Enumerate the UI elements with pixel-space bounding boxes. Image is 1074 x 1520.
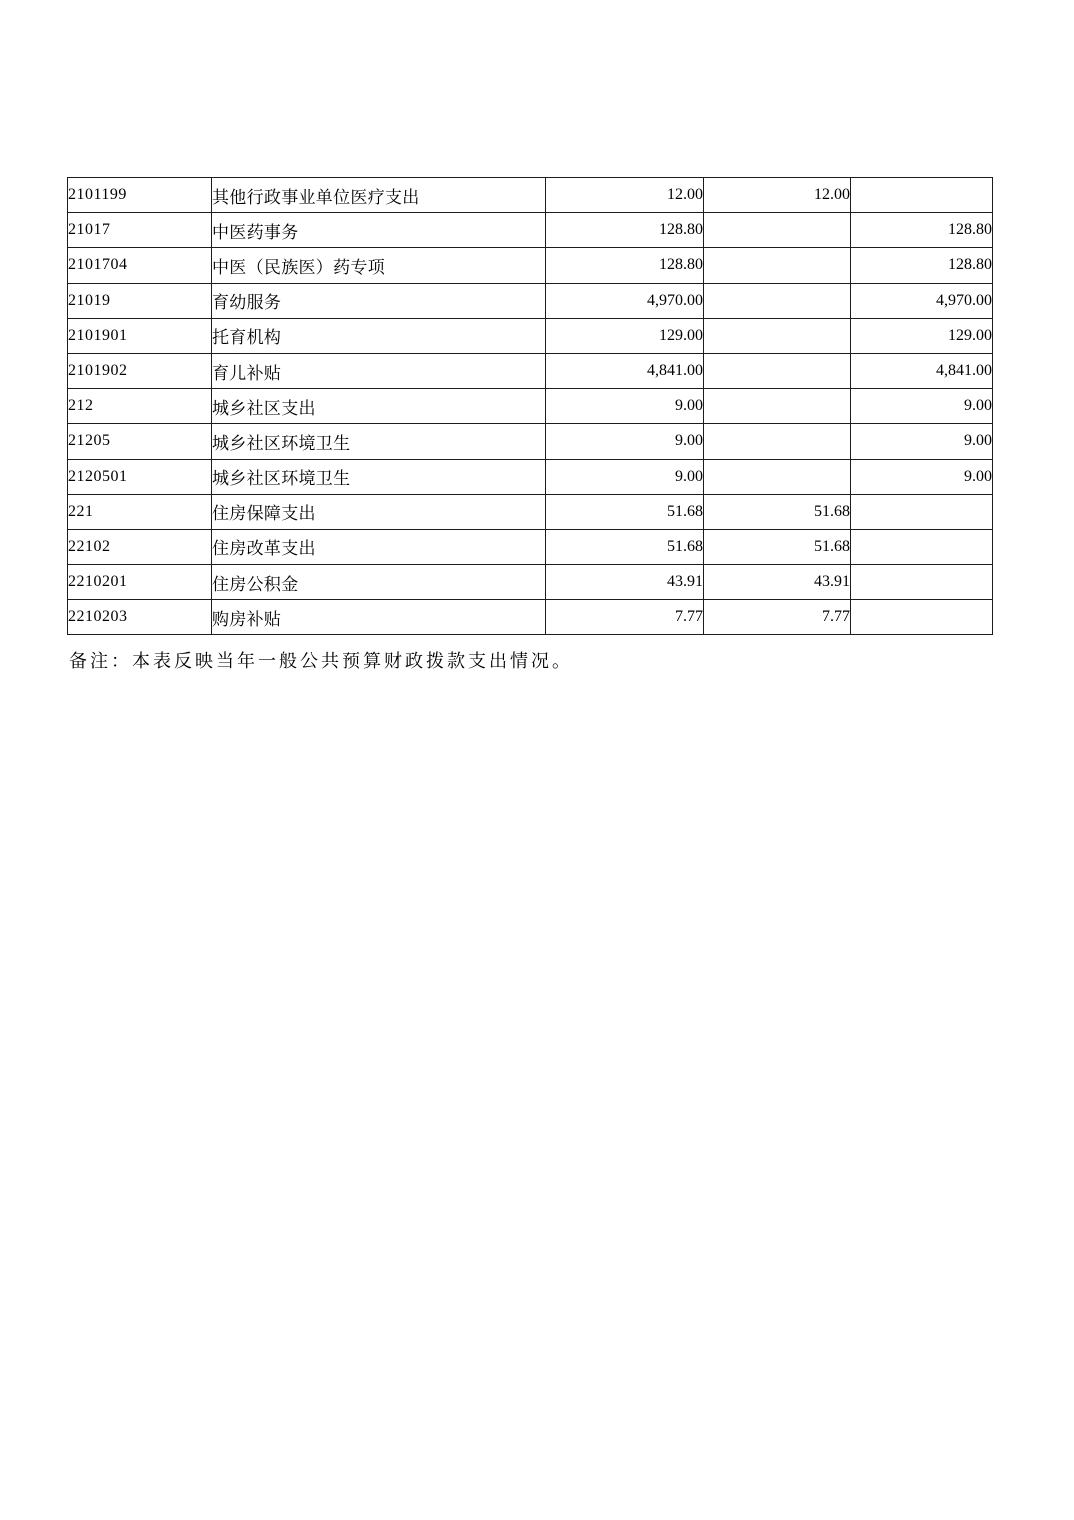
amount-col3-cell: 129.00	[851, 318, 993, 353]
amount-col2-cell: 51.68	[704, 494, 851, 529]
item-name-cell: 中医药事务	[212, 213, 546, 248]
amount-col1-cell: 7.77	[546, 600, 704, 635]
amount-col2-cell	[704, 459, 851, 494]
code-cell: 2101704	[68, 248, 212, 283]
item-name-cell: 住房改革支出	[212, 529, 546, 564]
amount-col1-cell: 12.00	[546, 178, 704, 213]
code-cell: 2101902	[68, 353, 212, 388]
amount-col2-cell: 43.91	[704, 565, 851, 600]
amount-col2-cell	[704, 424, 851, 459]
amount-col1-cell: 51.68	[546, 529, 704, 564]
amount-col2-cell: 12.00	[704, 178, 851, 213]
amount-col2-cell: 7.77	[704, 600, 851, 635]
item-name-cell: 育幼服务	[212, 283, 546, 318]
amount-col1-cell: 9.00	[546, 424, 704, 459]
amount-col2-cell	[704, 248, 851, 283]
table-body	[68, 178, 993, 635]
amount-col1-cell: 4,841.00	[546, 353, 704, 388]
amount-col1-cell: 9.00	[546, 389, 704, 424]
table-row	[68, 424, 993, 459]
code-cell: 21019	[68, 283, 212, 318]
code-cell: 21017	[68, 213, 212, 248]
item-name-cell: 城乡社区环境卫生	[212, 424, 546, 459]
table-row	[68, 178, 993, 213]
code-cell: 2120501	[68, 459, 212, 494]
amount-col3-cell	[851, 565, 993, 600]
item-name-cell: 其他行政事业单位医疗支出	[212, 178, 546, 213]
code-cell: 21205	[68, 424, 212, 459]
amount-col1-cell: 4,970.00	[546, 283, 704, 318]
table-row	[68, 459, 993, 494]
budget-expenditure-table	[67, 177, 993, 635]
item-name-cell: 城乡社区支出	[212, 389, 546, 424]
table-row	[68, 248, 993, 283]
table-row	[68, 318, 993, 353]
amount-col3-cell: 128.80	[851, 213, 993, 248]
amount-col3-cell	[851, 529, 993, 564]
amount-col3-cell	[851, 600, 993, 635]
table-row	[68, 494, 993, 529]
code-cell: 22102	[68, 529, 212, 564]
amount-col1-cell: 51.68	[546, 494, 704, 529]
table-row	[68, 213, 993, 248]
amount-col3-cell: 128.80	[851, 248, 993, 283]
amount-col2-cell	[704, 283, 851, 318]
amount-col1-cell: 128.80	[546, 213, 704, 248]
table-row	[68, 283, 993, 318]
table-row	[68, 353, 993, 388]
amount-col3-cell: 9.00	[851, 389, 993, 424]
code-cell: 212	[68, 389, 212, 424]
code-cell: 2101199	[68, 178, 212, 213]
amount-col3-cell: 9.00	[851, 424, 993, 459]
item-name-cell: 城乡社区环境卫生	[212, 459, 546, 494]
amount-col3-cell: 4,970.00	[851, 283, 993, 318]
amount-col2-cell	[704, 318, 851, 353]
code-cell: 221	[68, 494, 212, 529]
item-name-cell: 购房补贴	[212, 600, 546, 635]
table-row	[68, 529, 993, 564]
amount-col2-cell: 51.68	[704, 529, 851, 564]
code-cell: 2101901	[68, 318, 212, 353]
amount-col2-cell	[704, 353, 851, 388]
table-row	[68, 565, 993, 600]
amount-col3-cell: 9.00	[851, 459, 993, 494]
amount-col1-cell: 129.00	[546, 318, 704, 353]
item-name-cell: 育儿补贴	[212, 353, 546, 388]
table-row	[68, 389, 993, 424]
amount-col1-cell: 43.91	[546, 565, 704, 600]
item-name-cell: 住房公积金	[212, 565, 546, 600]
amount-col3-cell	[851, 178, 993, 213]
code-cell: 2210203	[68, 600, 212, 635]
footnote: 备注：本表反映当年一般公共预算财政拨款支出情况。	[69, 651, 573, 671]
item-name-cell: 住房保障支出	[212, 494, 546, 529]
amount-col2-cell	[704, 389, 851, 424]
item-name-cell: 托育机构	[212, 318, 546, 353]
table-row	[68, 600, 993, 635]
amount-col1-cell: 128.80	[546, 248, 704, 283]
item-name-cell: 中医（民族医）药专项	[212, 248, 546, 283]
amount-col3-cell: 4,841.00	[851, 353, 993, 388]
amount-col2-cell	[704, 213, 851, 248]
amount-col1-cell: 9.00	[546, 459, 704, 494]
code-cell: 2210201	[68, 565, 212, 600]
amount-col3-cell	[851, 494, 993, 529]
